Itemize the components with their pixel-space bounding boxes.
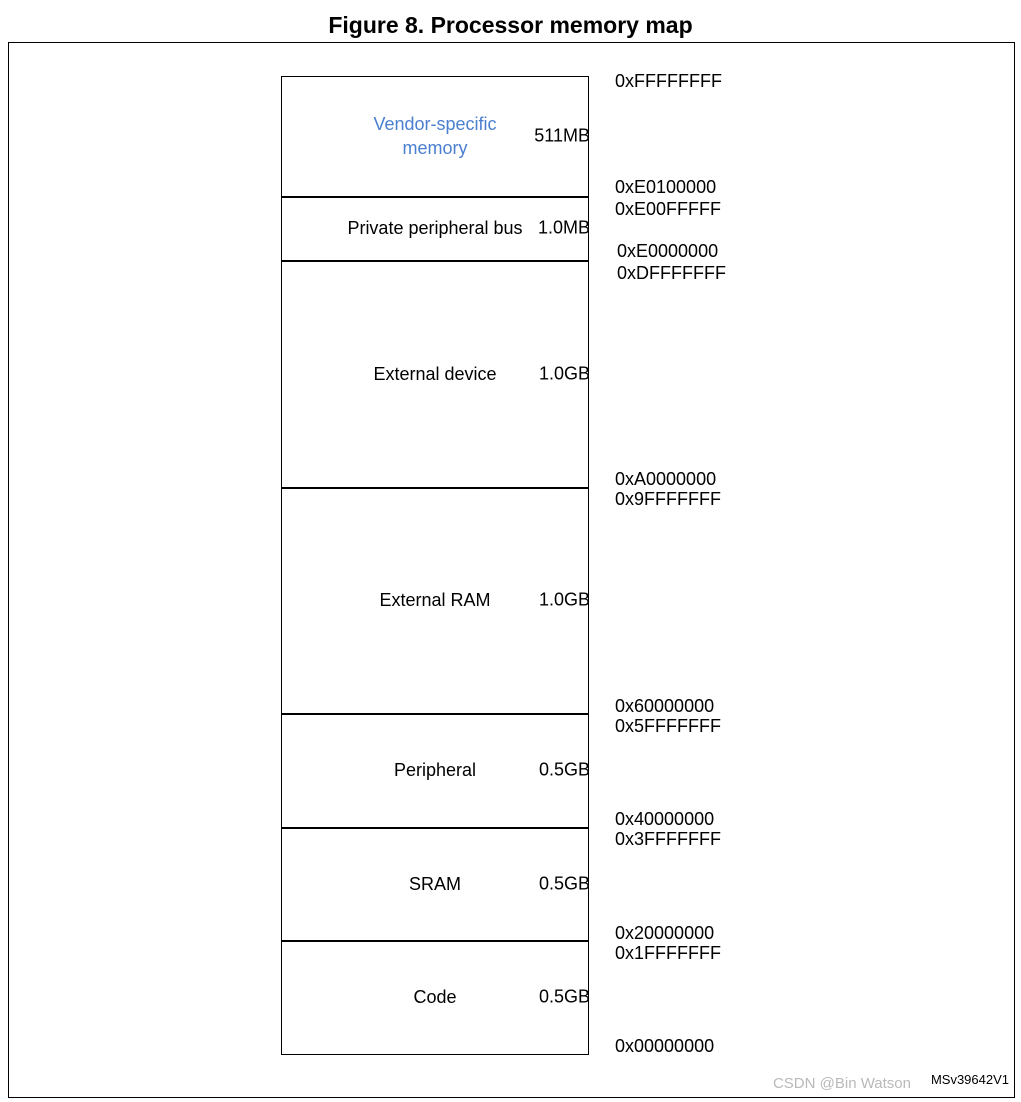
region-name: Private peripheral bus xyxy=(347,218,523,238)
region-name: Code xyxy=(413,986,457,1007)
address-label: 0xDFFFFFFF xyxy=(617,263,726,283)
region-name: SRAM xyxy=(408,873,461,894)
address-label: 0xE0000000 xyxy=(617,241,719,261)
address-label: 0xE0100000 xyxy=(615,177,717,197)
figure-id: MSv39642V1 xyxy=(930,1072,1009,1087)
region-size: 0.5GB xyxy=(538,986,590,1006)
address-label: 0x3FFFFFFF xyxy=(615,829,721,849)
region-size: 0.5GB xyxy=(538,873,590,893)
address-label: 0x9FFFFFFF xyxy=(615,489,721,509)
address-label: 0x20000000 xyxy=(615,923,715,943)
address-label: 0xA0000000 xyxy=(615,469,717,489)
watermark: CSDN @Bin Watson xyxy=(772,1075,911,1092)
region-size: 1.0GB xyxy=(538,589,590,610)
region-name: Vendor-specific memory xyxy=(373,114,497,158)
address-label: 0x5FFFFFFF xyxy=(615,716,721,736)
address-label: 0xFFFFFFFF xyxy=(615,71,722,91)
address-label: 0x40000000 xyxy=(615,809,715,829)
address-label: 0xE00FFFFF xyxy=(615,199,722,219)
figure-title: Figure 8. Processor memory map xyxy=(328,12,693,38)
region-name: Peripheral xyxy=(393,760,477,780)
region-name: External device xyxy=(373,363,497,384)
region-size: 511MB xyxy=(534,125,590,146)
region-size: 1.0GB xyxy=(538,363,590,383)
address-label: 0x1FFFFFFF xyxy=(615,943,721,963)
region-size: 0.5GB xyxy=(538,759,590,780)
address-label: 0x60000000 xyxy=(615,696,715,716)
address-label: 0x00000000 xyxy=(615,1036,715,1056)
region-name: External RAM xyxy=(379,590,491,610)
region-size: 1.0MB xyxy=(537,217,590,238)
